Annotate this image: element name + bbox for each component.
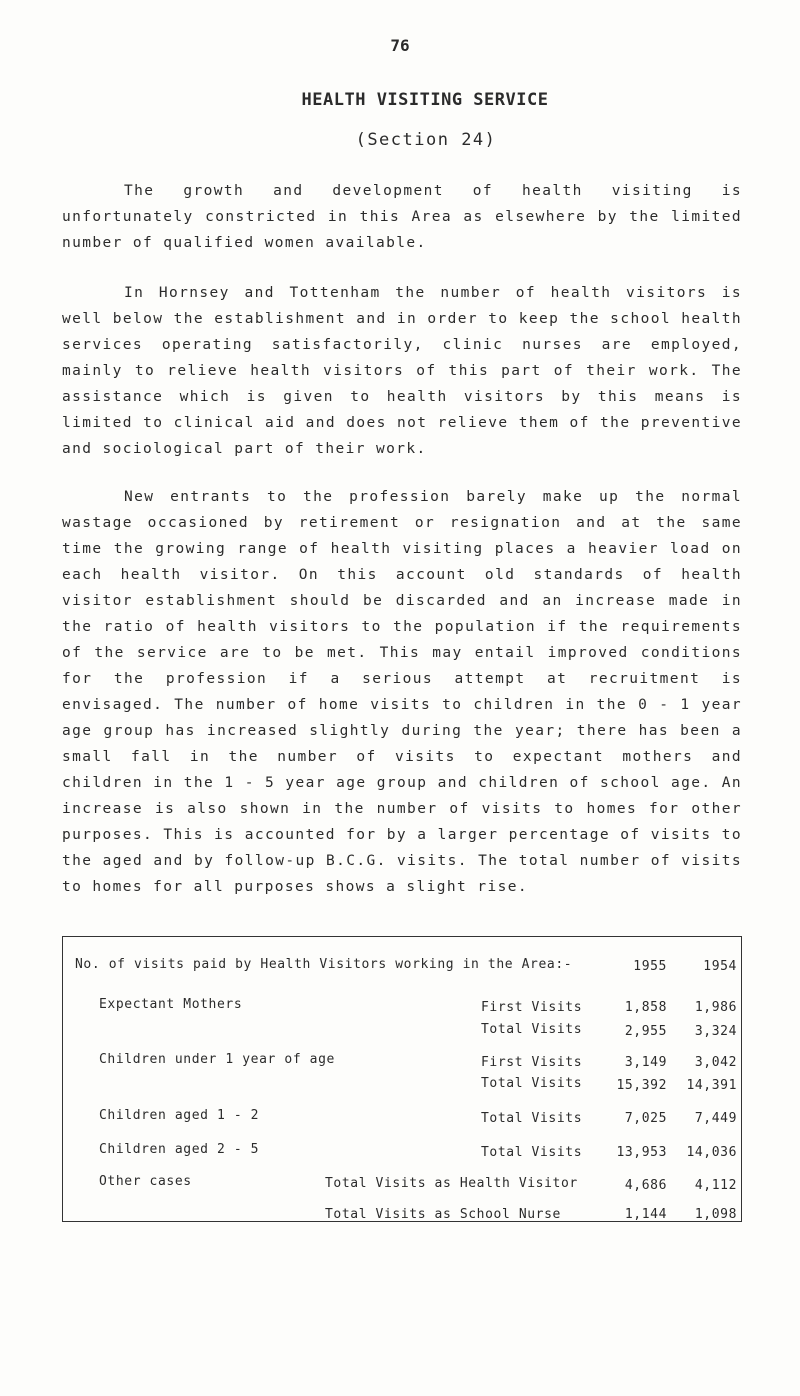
row-type: Total Visits [481,1022,583,1037]
row-type: Total Visits [481,1111,583,1126]
row-value-1955: 4,686 [624,1178,667,1193]
row-value-1955: 1,144 [624,1207,667,1222]
row-value-1954: 3,042 [694,1055,737,1070]
row-value-1954: 3,324 [694,1024,737,1039]
row-type: First Visits [481,1000,583,1015]
row-value-1954: 1,098 [694,1207,737,1222]
row-type: Total Visits as Health Visitor [325,1176,578,1191]
visits-table [62,936,742,1222]
row-value-1954: 1,986 [694,1000,737,1015]
paragraph-2 [62,280,742,462]
row-category: Other cases [99,1174,192,1189]
paragraph-text: New entrants to the profession barely make up the normal wastage occasioned by retirement or resignation and at the same time the growing range of health visiting places a heavier load on each health visitor. On this account old standards of health visitor establishment should be discarded and an increase made in the ratio of health visitors to the population if the requirements of the service are to be met. This may entail improved conditions for the profession if a serious attempt at recruitment is envisaged. The number of home visits to children in the 0 - 1 year age group has increased slightly during the year; there has been a small fall in the number of visits to expectant mothers and children in the 1 - 5 year age group and children of school age. An increase is also shown in the number of visits to homes for other purposes. This is accounted for by a larger percentage of visits to the aged and by follow-up B.C.G. visits. The total number of visits to homes for all purposes shows a slight rise. [62,489,742,895]
row-category: Expectant Mothers [99,997,243,1012]
row-type: Total Visits [481,1076,583,1091]
row-category: Children aged 2 - 5 [99,1142,260,1157]
row-type: Total Visits as School Nurse [325,1207,561,1222]
row-value-1955: 1,858 [624,1000,667,1015]
section-subtitle: (Section 24) [355,130,497,150]
row-type: First Visits [481,1055,583,1070]
page-title: HEALTH VISITING SERVICE [301,90,549,110]
column-header-1954: 1954 [703,959,737,974]
paragraph-text: In Hornsey and Tottenham the number of health visitors is well below the establishment and in order to keep the school health services operating satisfactorily, clinic nurses are employed, mainly to relieve health visitors of this part of their work. The assistance which is given to health visitors by this means is limited to clinical aid and does not relieve them of the preventive and sociological part of their work. [62,285,742,457]
row-value-1954: 14,036 [686,1145,737,1160]
row-value-1954: 14,391 [686,1078,737,1093]
paragraph-1 [62,178,742,256]
paragraph-3 [62,484,742,900]
row-category: Children aged 1 - 2 [99,1108,260,1123]
table-header-label: No. of visits paid by Health Visitors working in the Area:- [75,957,573,972]
row-value-1954: 4,112 [694,1178,737,1193]
row-value-1955: 2,955 [624,1024,667,1039]
row-value-1954: 7,449 [694,1111,737,1126]
page-number: 76 [390,36,410,55]
row-value-1955: 7,025 [624,1111,667,1126]
row-value-1955: 15,392 [616,1078,667,1093]
row-type: Total Visits [481,1145,583,1160]
row-value-1955: 3,149 [624,1055,667,1070]
row-category: Children under 1 year of age [99,1052,335,1067]
row-value-1955: 13,953 [616,1145,667,1160]
paragraph-text: The growth and development of health visiting is unfortunately constricted in this Area as elsewhere by the limited number of qualified women available. [62,183,742,251]
column-header-1955: 1955 [633,959,667,974]
